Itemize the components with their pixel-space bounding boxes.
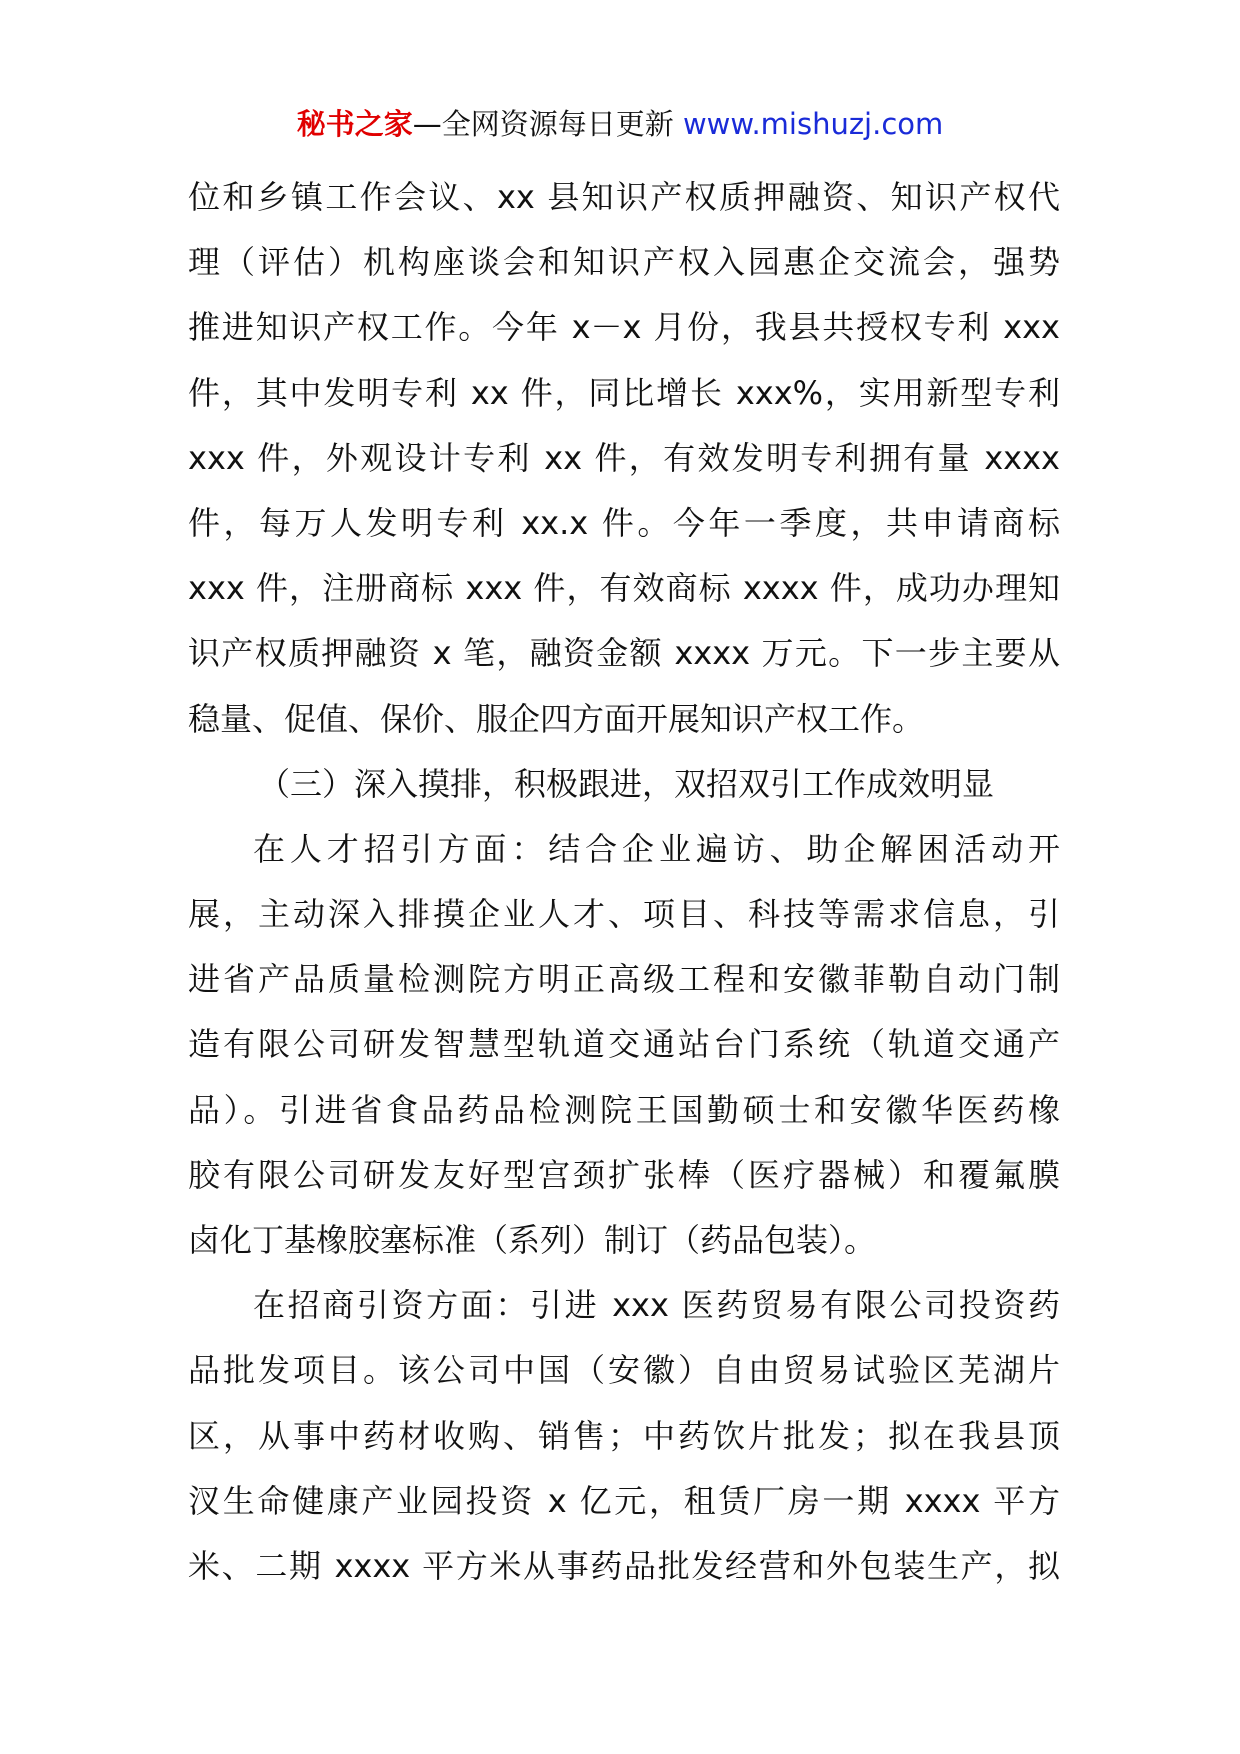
body-line: 在人才招引方面：结合企业遍访、助企解困活动开 bbox=[253, 829, 1060, 868]
body-line: 理（评估）机构座谈会和知识产权入园惠企交流会，强势 bbox=[188, 243, 1060, 282]
page-header bbox=[0, 104, 1240, 144]
body-line: 识产权质押融资 x 笔，融资金额 xxxx 万元。下一步主要从 bbox=[188, 634, 1060, 673]
body-line: 米、二期 xxxx 平方米从事药品批发经营和外包装生产，拟 bbox=[188, 1546, 1060, 1585]
body-line: 造有限公司研发智慧型轨道交通站台门系统（轨道交通产 bbox=[188, 1025, 1060, 1064]
body-line: 进省产品质量检测院方明正高级工程和安徽菲勒自动门制 bbox=[188, 960, 1060, 999]
body-line: xxx 件，注册商标 xxx 件，有效商标 xxxx 件，成功办理知 bbox=[188, 569, 1060, 608]
body-line: 汊生命健康产业园投资 x 亿元，租赁厂房一期 xxxx 平方 bbox=[188, 1481, 1060, 1520]
body-line: 稳量、促值、保价、服企四方面开展知识产权工作。 bbox=[188, 699, 925, 738]
document-body bbox=[188, 165, 1060, 1599]
body-line: 在招商引资方面：引进 xxx 医药贸易有限公司投资药 bbox=[253, 1286, 1060, 1325]
body-line: 展，主动深入排摸企业人才、项目、科技等需求信息，引 bbox=[188, 895, 1060, 934]
section-heading: （三）深入摸排，积极跟进，双招双引工作成效明显 bbox=[258, 764, 995, 803]
body-line: xxx 件，外观设计专利 xx 件，有效发明专利拥有量 xxxx bbox=[188, 438, 1060, 477]
header-slogan: —全网资源每日更新 bbox=[412, 107, 683, 141]
body-line: 区，从事中药材收购、销售；中药饮片批发；拟在我县顶 bbox=[188, 1416, 1060, 1455]
body-line: 品）。引进省食品药品检测院王国勤硕士和安徽华医药橡 bbox=[188, 1090, 1060, 1129]
header-url-link[interactable]: www.mishuzj.com bbox=[682, 107, 944, 141]
body-line: 件，其中发明专利 xx 件，同比增长 xxx%，实用新型专利 bbox=[188, 373, 1060, 412]
body-line: 胶有限公司研发友好型宫颈扩张棒（医疗器械）和覆氟膜 bbox=[188, 1155, 1060, 1194]
header-brand: 秘书之家 bbox=[296, 107, 413, 141]
body-line: 卤化丁基橡胶塞标准（系列）制订（药品包装）。 bbox=[188, 1221, 877, 1259]
body-line: 件，每万人发明专利 xx.x 件。今年一季度，共申请商标 bbox=[188, 503, 1060, 542]
body-line: 推进知识产权工作。今年 x－x 月份，我县共授权专利 xxx bbox=[188, 308, 1060, 347]
body-line: 位和乡镇工作会议、xx 县知识产权质押融资、知识产权代 bbox=[188, 178, 1060, 216]
body-line: 品批发项目。该公司中国（安徽）自由贸易试验区芜湖片 bbox=[188, 1351, 1060, 1390]
